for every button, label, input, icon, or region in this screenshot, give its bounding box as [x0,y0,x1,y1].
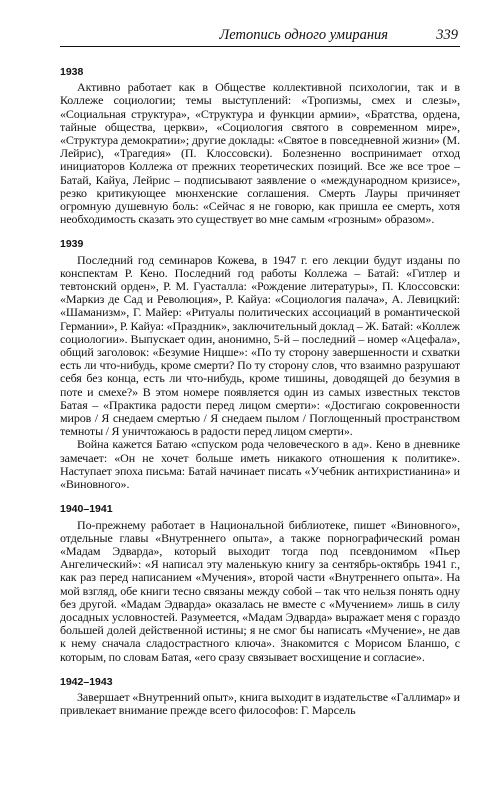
paragraph: Активно работает как в Обществе коллективной психологии, так и в Коллеже социологии; темы выступлений: «Тропизмы, смех и слезы», «Социальная структура», «Структура и функции армии», «Братства, ордена, тайные общества, церкви», «Социология святого в современном мире», «Структура демократии»; другие доклады: «Святое в повседневной жизни» (М. Лейрис), «Трагедия» (П. Клоссовски). Болезненно воспринимает отход инициаторов Коллежа от прежних теоретических позиций. Все же все трое – Батай, Кайуа, Лейрис – подписывают заявление о «международном кризисе», резко критикующее мюнхенские соглашения. Смерть Лауры причиняет огромную душевную боль: «Сейчас я не говорю, как пришла ее смерть, хотя необходимость сказать это существует во мне самым «грозным» образом». [60,80,460,227]
paragraph: Война кажется Батаю «спуском рода человеческого в ад». Кено в дневнике замечает: «Он не хочет больше иметь никакого отношения к политике». Наступает эпоха письма: Батай начинает писать «Учебник антихристианина» и «Виновного». [60,437,460,492]
page-body [60,66,460,717]
page-number: 339 [436,27,458,43]
paragraph: По-прежнему работает в Национальной библиотеке, пишет «Виновного», отдельные главы «Внутреннего опыта», а также порнографический роман «Мадам Эдварда», который выходит тогда под псевдонимом «Пьер Ангелический»: «Я написал эту маленькую книгу за сентябрь-октябрь 1941 г., как раз перед написанием «Мучения», второй части «Внутреннего опыта». На мой взгляд, обе книги тесно связаны между собой – так что нельзя понять одну без другой. «Мадам Эдварда» оказалась не вместе с «Мучением» лишь в силу досадных условностей. Разумеется, «Мадам Эдварда» выражает меня с гораздо большей долей действенной истины; я не смог бы написать «Мучение», не дав к нему сначала сладострастного ключа». Знакомится с Морисом Бланшо, с которым, по словам Батая, «его сразу связывает восхищение и согласие». [60,517,460,664]
paragraph: Последний год семинаров Кожева, в 1947 г. его лекции будут изданы по конспектам Р. Кено. Последний год работы Коллежа – Батай: «Гитлер и тевтонский орден», Р. М. Гуасталла: «Рождение литературы», П. Клоссовски: «Маркиз де Сад и Революция», Р. Кайуа: «Социология палача», А. Левицкий: «Шаманизм», Г. Майер: «Ритуалы политических ассоциаций в романтической Германии», Р. Кайуа: «Праздник», заключительный доклад – Ж. Батай: «Коллеж социологии». Выпускает один, анонимно, 5-й – последний – номер «Ацефала», общий заголовок: «Безумие Ницше»: «По ту сторону завершенности и схватки есть ли что-нибудь, кроме смерти? По ту сторону слов, что взаимно разрушают себя без конца, есть ли что-нибудь, кроме тишины, доводящей до безумия в поте и смехе?» В этом номере появляется один из самых известных текстов Батая – «Практика радости перед лицом смерти»: «Достигаю сокровенности миров / Я снедаем смертью / Я снедаем пылом / Поглощенный пространством темноты / Я уничтожаюсь в радости перед лицом смерти». [60,252,460,439]
running-title: Летопись одного умирания [219,27,388,43]
section-1938 [60,66,460,226]
section-1940-1941 [60,503,460,663]
section-1939 [60,238,460,491]
year-heading: 1939 [60,238,84,251]
year-heading: 1938 [60,66,84,78]
year-heading: 1942–1943 [60,675,113,688]
section-1942-1943 [60,676,460,718]
running-header [60,26,460,47]
year-heading: 1940–1941 [60,503,113,516]
paragraph: Завершает «Внутренний опыт», книга выходит в издательстве «Галлимар» и привлекает внимание прежде всего философов: Г. Марсель [60,689,460,718]
